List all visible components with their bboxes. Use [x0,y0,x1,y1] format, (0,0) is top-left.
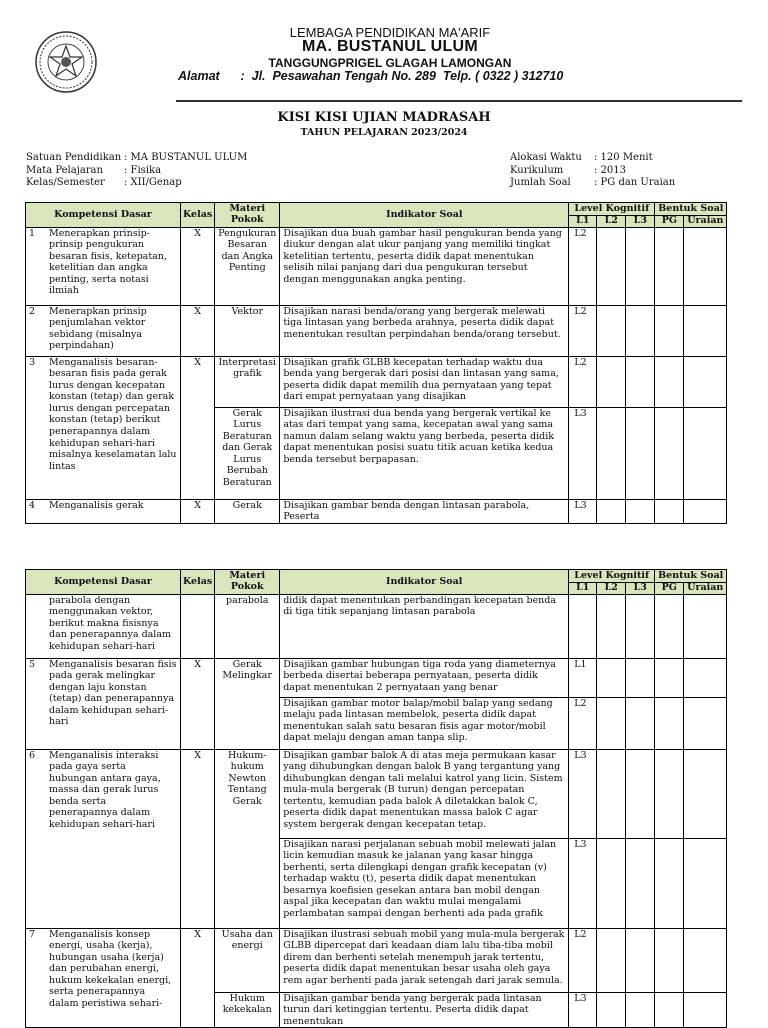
meta-row: Jumlah Soal : PG dan Uraian [510,177,676,188]
materi-cell: Hukum-hukum Newton Tentang Gerak [215,749,280,928]
kelas-cell: X [181,658,215,749]
materi-cell: Vektor [215,305,280,356]
indikator-cell: didik dapat menentukan perbandingan kecepatan benda di tiga titik sepanjang lintasan parabola [280,594,569,658]
document-subtitle: TAHUN PELAJARAN 2023/2024 [300,127,468,138]
school-location: TANGGUNGPRIGEL GLAGAH LAMONGAN [268,56,512,70]
level-cell: L2 [569,928,597,992]
kisi-table-page-2 [25,569,727,1028]
header-indikator-soal: Indikator Soal [280,570,569,595]
header-l2: L2 [597,216,626,228]
school-name: MA. BUSTANUL ULUM [301,38,479,55]
header-kelas: Kelas [181,570,215,595]
header-pg: PG [655,583,684,595]
header-l1: L1 [569,583,597,595]
header-kompetensi-dasar: Kompetensi Dasar [26,570,181,595]
header-pg: PG [655,216,684,228]
level-cell: L2 [569,305,597,356]
indikator-cell: Disajikan narasi perjalanan sebuah mobil melewati jalan licin kemudian masuk ke jalanan yang kasar hingga berhenti, serta dilengkapi dengan grafik kecepatan (v) terhadap waktu (t), peserta didik dapat menentukan besarnya koefisien gesekan antara ban mobil dengan aspal jika kecepatan dan waktu mulai mengalami perlambatan sampai dengan berhenti ada pada grafik [280,838,569,928]
materi-cell: Usaha dan energi [215,928,280,992]
meta-left [26,152,247,190]
kd-cell: 3 Menganalisis besaran-besaran fisis pada gerak lurus dengan kecepatan konstan (tetap) dan gerak lurus dengan percepatan konstan (tetap) berikut penerapannya dalam kehidupan sehari-hari misalnya keselamatan lalu lintas [26,356,181,499]
level-cell: L3 [569,992,597,1028]
header-l1: L1 [569,216,597,228]
kelas-cell: X [181,305,215,356]
kd-cell: 7 Menganalisis konsep energi, usaha (kerja), hubungan usaha (kerja) dan perubahan energi, hukum kekekalan energi, serta penerapannya dalam peristiwa sehari- [26,928,181,1028]
header-level-kognitif: Level Kognitif [569,203,655,216]
header-indikator-soal: Indikator Soal [280,203,569,228]
table-row [26,749,727,838]
indikator-cell: Disajikan narasi benda/orang yang bergerak melewati tiga lintasan yang berbeda arahnya, peserta didik dapat menentukan resultan perpindahan benda/orang tersebut. [280,305,569,356]
meta-row: Kelas/Semester : XII/Genap [26,177,182,188]
level-cell: L3 [569,749,597,838]
kd-cell: 6 Menganalisis interaksi pada gaya serta hubungan antara gaya, massa dan gerak lurus benda serta penerapannya dalam kehidupan sehari-hari [26,749,181,928]
kd-cell: parabola dengan menggunakan vektor, berikut makna fisisnya dan penerapannya dalam kehidupan sehari-hari [26,594,181,658]
header-materi-pokok: Materi Pokok [215,570,280,595]
materi-cell: Hukum kekekalan [215,992,280,1028]
table-row [26,594,727,658]
indikator-cell: Disajikan gambar motor balap/mobil balap yang sedang melaju pada lintasan membelok, peserta didik dapat menentukan salah satu besaran fisis agar motor/mobil dapat melaju dengan aman tanpa slip. [280,697,569,749]
kelas-cell: X [181,749,215,928]
level-cell: L2 [569,697,597,749]
kd-cell: 1 Menerapkan prinsip-prinsip pengukuran besaran fisis, ketepatan, ketelitian dan angka penting, serta notasi ilmiah [26,227,181,305]
indikator-cell: Disajikan gambar hubungan tiga roda yang diameternya berbeda disertai beberapa pernyataan, peserta didik dapat menentukan 2 pernyataan yang benar [280,658,569,697]
meta-row: Kurikulum : 2013 [510,164,626,176]
materi-cell: Gerak Melingkar [215,658,280,749]
indikator-cell: Disajikan dua buah gambar hasil pengukuran benda yang diukur dengan alat ukur panjang yang memiliki tingkat ketelitian tertentu, peserta didik dapat menentukan selisih nilai panjang dari dua pengukuran tersebut dengan menggunakan angka penting. [280,227,569,305]
kd-cell: 4 Menganalisis gerak [26,499,181,523]
level-cell: L1 [569,658,597,697]
indikator-cell: Disajikan ilustrasi sebuah mobil yang mula-mula bergerak GLBB dipercepat dari keadaan diam lalu tiba-tiba mobil direm dan berhenti setelah menempuh jarak tertentu, peserta didik dapat menentukan besar usaha oleh gaya rem agar berhenti pada jarak setengah dari jarak semula. [280,928,569,992]
header-l3: L3 [626,216,655,228]
level-cell: L3 [569,499,597,523]
indikator-cell: Disajikan ilustrasi dua benda yang bergerak vertikal ke atas dari tempat yang sama, kecepatan awal yang sama namun dalam selang waktu yang berbeda, peserta didik dapat menentukan posisi suatu titik acuan ketika kedua benda tersebut berpapasan. [280,407,569,499]
header-bentuk-soal: Bentuk Soal [655,203,727,216]
kd-cell: 2 Menerapkan prinsip penjumlahan vektor sebidang (misalnya perpindahan) [26,305,181,356]
meta-row: Mata Pelajaran : Fisika [26,164,162,176]
header-uraian: Uraian [684,583,727,595]
indikator-cell: Disajikan gambar benda yang bergerak pada lintasan turun dari ketinggian tertentu. Peserta didik dapat menentukan [280,992,569,1028]
school-address: Alamat : Jl. Pesawahan Tengah No. 289 Telp. ( 0322 ) 312710 [178,69,564,83]
materi-cell: Interpretasi grafik [215,356,280,407]
materi-cell: Gerak Lurus Beraturan dan Gerak Lurus Berubah Beraturan [215,407,280,499]
materi-cell: Gerak [215,499,280,523]
indikator-cell: Disajikan gambar benda dengan lintasan parabola, Peserta [280,499,569,523]
indikator-cell: Disajikan gambar balok A di atas meja permukaan kasar yang dihubungkan dengan balok B yang tergantung yang dihubungkan dengan tali melalui katrol yang licin. Sistem mula-mula bergerak (B turun) dengan percepatan tertentu, kemudian pada balok A diletakkan balok C, peserta didik dapat menentukan massa balok C agar system bergerak dengan kecepatan tetap. [280,749,569,838]
table-row [26,305,727,356]
level-cell: L3 [569,407,597,499]
level-cell: L2 [569,227,597,305]
kelas-cell: X [181,227,215,305]
meta-row: Satuan Pendidikan : MA BUSTANUL ULUM [26,152,248,163]
kd-cell: 5 Menganalisis besaran fisis pada gerak melingkar dengan laju konstan (tetap) dan penerapannya dalam kehidupan sehari-hari [26,658,181,749]
institution-name: LEMBAGA PENDIDIKAN MA'ARIF [289,25,491,40]
header-uraian: Uraian [684,216,727,228]
meta-row: Alokasi Waktu : 120 Menit [510,152,653,163]
materi-cell: Pengukuran Besaran dan Angka Penting [215,227,280,305]
level-cell: L3 [569,838,597,928]
header-l2: L2 [597,583,626,595]
kelas-cell: X [181,928,215,1028]
materi-cell: parabola [215,594,280,658]
kelas-cell: X [181,499,215,523]
header-divider [176,100,742,102]
table-row [26,227,727,305]
header-kompetensi-dasar: Kompetensi Dasar [26,203,181,228]
table-row [26,928,727,992]
header-level-kognitif: Level Kognitif [569,570,655,583]
indikator-cell: Disajikan grafik GLBB kecepatan terhadap waktu dua benda yang bergerak dari posisi dan lintasan yang sama, peserta didik dapat memilih dua pernyataan yang tepat dari empat pernyataan yang disajikan [280,356,569,407]
kisi-table-page-1 [25,202,727,524]
kelas-cell: X [181,356,215,499]
table-row [26,356,727,407]
document-title: KISI KISI UJIAN MADRASAH [277,110,491,125]
table-row [26,499,727,523]
school-logo-icon [34,30,98,94]
header-l3: L3 [626,583,655,595]
header-bentuk-soal: Bentuk Soal [655,570,727,583]
header-materi-pokok: Materi Pokok [215,203,280,228]
table-row [26,658,727,697]
meta-right [510,152,675,190]
level-cell: L2 [569,356,597,407]
header-kelas: Kelas [181,203,215,228]
